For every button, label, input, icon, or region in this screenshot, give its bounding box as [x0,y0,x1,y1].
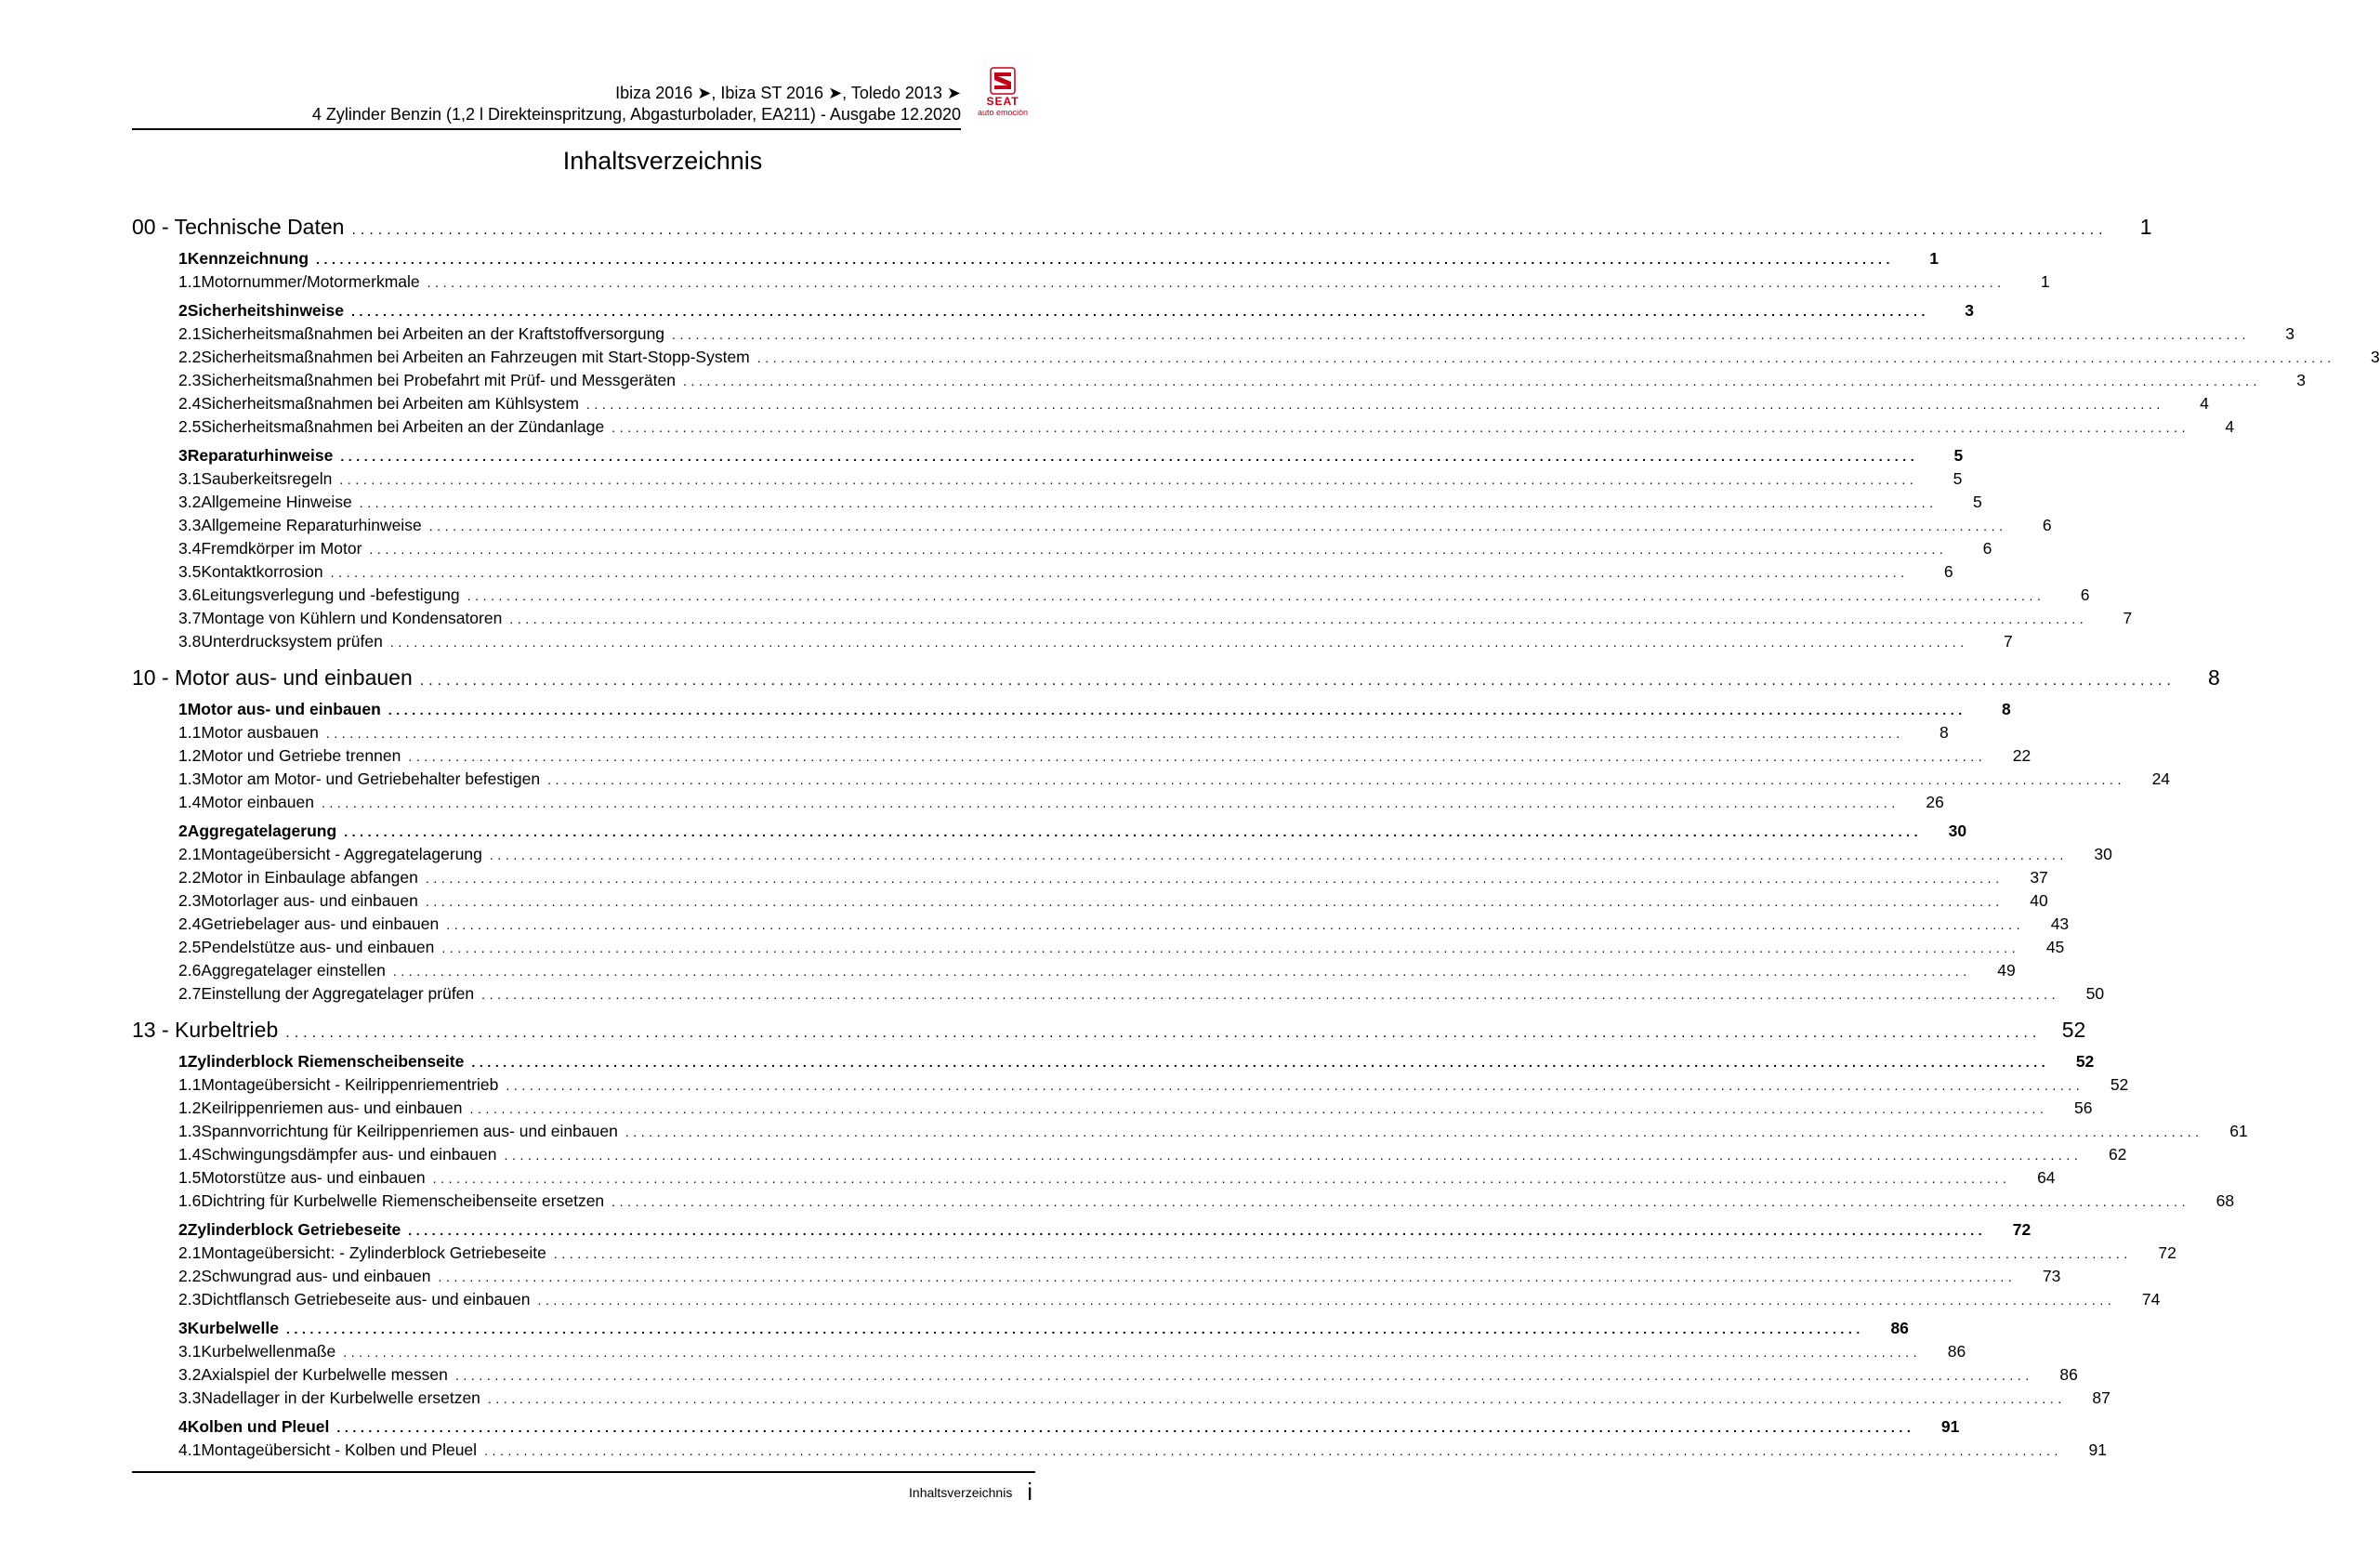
toc-number: 2.1 [178,1243,202,1262]
toc-subsection[interactable] [132,721,1949,744]
toc-page-number: 62 [2108,1145,2127,1164]
toc-page-number: 74 [2141,1290,2161,1309]
toc-number: 1 [178,1052,188,1071]
toc-label: Sauberkeitsregeln [201,469,333,488]
toc-number: 3 [178,446,188,465]
toc-leader-dots: ........................................................................................................................................................................................................ [585,397,2164,412]
header-engine: 4 Zylinder Benzin (1,2 l Direkteinspritzung, Abgasturbolader, EA211) - Ausgabe 12.2020 [311,105,961,124]
toc-label: Kurbelwellenmaße [201,1342,336,1361]
toc-leader-dots: ........................................................................................................................................................................................................ [432,1171,2011,1186]
toc-leader-dots: ........................................................................................................................................................................................................ [487,1391,2066,1406]
toc-page-number: 86 [1890,1319,1909,1337]
toc-page-number: 91 [1940,1417,1960,1436]
toc-page-number: 4 [2225,417,2235,436]
toc-page-number: 7 [2004,632,2013,651]
toc-leader-dots: ........................................................................................................................................................................................................ [471,1055,2050,1070]
toc-label: Fremdkörper im Motor [201,539,362,558]
toc-number: 2.2 [178,868,202,887]
toc-label: Unterdrucksystem prüfen [201,632,383,651]
toc-number: 2.2 [178,1267,202,1285]
footer-label: Inhaltsverzeichnis [909,1485,1013,1500]
toc-label: Sicherheitsmaßnahmen bei Arbeiten an Fahrzeugen mit Start-Stopp-System [201,348,750,366]
toc-subsection[interactable] [132,322,2295,346]
toc-leader-dots: ........................................................................................................................................................................................................ [504,1148,2083,1163]
seat-logo [973,67,1032,117]
toc-subsection[interactable] [132,1363,2078,1387]
toc-number: 1.4 [178,793,202,811]
toc-number: 4.1 [178,1440,202,1459]
toc-leader-dots: ........................................................................................................................................................................................................ [537,1293,2116,1308]
toc-page-number: 3 [2296,371,2306,389]
toc-page-number: 50 [2085,984,2105,1003]
toc-leader-dots: ........................................................................................................................................................................................................ [509,612,2088,626]
toc-leader-dots: ........................................................................................................................................................................................................ [506,1078,2084,1093]
toc-label: Kurbelwelle [187,1319,279,1337]
toc-label: Kolben und Pleuel [187,1417,330,1436]
toc-leader-dots: ........................................................................................................................................................................................................ [351,222,2108,238]
toc-number: 2 [178,1220,188,1239]
toc-leader-dots: ........................................................................................................................................................................................................ [369,542,1948,557]
toc-number: 3.2 [178,1365,202,1384]
toc-subsection[interactable] [132,1073,2129,1097]
toc-page-number: 52 [2110,1075,2129,1094]
toc-label: Einstellung der Aggregatelager prüfen [201,984,475,1003]
toc-leader-dots: ........................................................................................................................................................................................................ [438,1269,2017,1284]
toc-page-number: 49 [1997,961,2016,980]
toc-subsection[interactable] [132,514,2052,537]
toc-label: Motor in Einbaulage abfangen [201,868,418,887]
toc-label: Montageübersicht - Kolben und Pleuel [201,1440,478,1459]
toc-label: Axialspiel der Kurbelwelle messen [201,1365,448,1384]
toc-label: Aggregatelager einstellen [201,961,386,980]
toc-number: 1.3 [178,1122,202,1140]
toc-leader-dots: ........................................................................................................................................................................................................ [325,726,1904,741]
toc-label: Montageübersicht - Keilrippenriementrieb [201,1075,499,1094]
toc-page-number: 86 [1947,1342,1966,1361]
toc-label: Leitungsverlegung und -befestigung [201,585,460,604]
toc-page-number: 91 [2088,1440,2107,1459]
toc-subsection[interactable] [132,744,2032,768]
toc-page-number: 5 [1953,469,1963,488]
toc-leader-dots: ........................................................................................................................................................................................................ [611,1194,2190,1209]
toc-leader-dots: ........................................................................................................................................................................................................ [343,1345,1922,1360]
toc-label: Kennzeichnung [187,249,309,268]
table-of-contents [132,212,2380,1462]
toc-label: Dichtring für Kurbelwelle Riemenscheibenseite ersetzen [201,1191,605,1210]
toc-label: Kontaktkorrosion [201,562,323,581]
toc-number: 1.3 [178,769,202,788]
toc-page-number: 61 [2229,1122,2248,1140]
toc-label: Motor am Motor- und Getriebehalter befestigen [201,769,541,788]
toc-section[interactable] [132,1317,1909,1340]
toc-leader-dots: ........................................................................................................................................................................................................ [408,1223,1987,1238]
toc-subsection[interactable] [132,270,2050,294]
toc-page-number: 5 [1972,493,1982,511]
toc-number: 2.3 [178,1290,202,1309]
toc-number: 1.1 [178,723,202,742]
page-title: Inhaltsverzeichnis [562,147,763,175]
toc-label: Schwingungsdämpfer aus- und einbauen [201,1145,497,1164]
toc-subsection[interactable] [132,415,2235,439]
toc-number: 2.5 [178,938,202,956]
toc-leader-dots: ........................................................................................................................................................................................................ [340,449,1919,464]
toc-leader-dots: ........................................................................................................................................................................................................ [389,635,1968,650]
toc-subsection[interactable] [132,1242,2176,1265]
toc-number: 1.1 [178,272,202,291]
toc-subsection[interactable] [132,369,2306,392]
toc-number: 3.5 [178,562,202,581]
toc-page-number: 8 [2002,700,2011,718]
toc-label: Sicherheitsmaßnahmen bei Probefahrt mit Prüf- und Messgeräten [201,371,676,389]
toc-leader-dots: ........................................................................................................................................................................................................ [285,1025,2042,1041]
toc-page-number: 1 [2040,272,2050,291]
toc-label: Motorstütze aus- und einbauen [201,1168,426,1187]
toc-label: Keilrippenriemen aus- und einbauen [201,1098,463,1117]
toc-number: 3.3 [178,1388,202,1407]
toc-page-number: 24 [2151,769,2171,788]
toc-number: 3.1 [178,1342,202,1361]
toc-label: Schwungrad aus- und einbauen [201,1267,431,1285]
toc-section[interactable] [132,299,1974,322]
toc-leader-dots: ........................................................................................................................................................................................................ [285,1322,1864,1336]
toc-leader-dots: ........................................................................................................................................................................................................ [469,1101,2048,1116]
toc-subsection[interactable] [132,1340,1966,1363]
toc-page-number: 43 [2050,914,2070,933]
toc-leader-dots: ........................................................................................................................................................................................................ [359,495,1938,510]
toc-number: 2.5 [178,417,202,436]
toc-label: Montageübersicht: - Zylinderblock Getriebeseite [201,1243,546,1262]
toc-label: Nadellager in der Kurbelwelle ersetzen [201,1388,480,1407]
toc-number: 1.4 [178,1145,202,1164]
toc-label: Allgemeine Hinweise [201,493,352,511]
toc-subsection[interactable] [132,843,2112,866]
toc-label: Montageübersicht - Aggregatelagerung [201,845,482,863]
toc-page-number: 52 [2075,1052,2095,1071]
toc-leader-dots: ........................................................................................................................................................................................................ [489,848,2068,862]
toc-page-number: 56 [2073,1098,2093,1117]
footer-divider [132,1471,1035,1473]
toc-label: Sicherheitsmaßnahmen bei Arbeiten am Kühlsystem [201,394,579,413]
toc-subsection[interactable] [132,889,2048,913]
toc-subsection[interactable] [132,866,2048,889]
toc-number: 1 [178,700,188,718]
toc-leader-dots: ........................................................................................................................................................................................................ [344,824,1923,839]
toc-page-number: 5 [1953,446,1964,465]
toc-subsection[interactable] [132,1143,2127,1166]
toc-page-number: 68 [2216,1191,2235,1210]
toc-section[interactable] [132,1218,2032,1242]
toc-section[interactable] [132,820,1967,843]
toc-page-number: 4 [2200,394,2209,413]
toc-subsection[interactable] [132,537,1992,560]
toc-leader-dots: ........................................................................................................................................................................................................ [625,1124,2203,1139]
toc-subsection[interactable] [132,1097,2093,1120]
toc-page-number: 52 [2061,1018,2086,1042]
toc-subsection[interactable] [132,1387,2110,1410]
toc-subsection[interactable] [132,1265,2061,1288]
toc-page-number: 8 [2208,665,2220,690]
toc-subsection[interactable] [132,913,2070,936]
toc-label: Motor einbauen [201,793,314,811]
footer-page-number: i [1027,1478,1032,1506]
toc-number: 1.2 [178,746,202,765]
toc-page-number: 45 [2045,938,2065,956]
toc-leader-dots: ........................................................................................................................................................................................................ [419,673,2176,689]
toc-label: Dichtflansch Getriebeseite aus- und einbauen [201,1290,531,1309]
toc-label: Zylinderblock Getriebeseite [187,1220,401,1239]
toc-subsection[interactable] [132,467,1963,491]
toc-label: Pendelstütze aus- und einbauen [201,938,435,956]
toc-label: Spannvorrichtung für Keilrippenriemen aus- und einbauen [201,1122,618,1140]
toc-page-number: 1 [2139,215,2152,239]
toc-leader-dots: ........................................................................................................................................................................................................ [425,871,2004,886]
toc-number: 2.7 [178,984,202,1003]
toc-label: 10 - Motor aus- und einbauen [132,665,413,690]
toc-section[interactable] [132,444,1964,467]
toc-number: 3.2 [178,493,202,511]
toc-leader-dots: ........................................................................................................................................................................................................ [553,1246,2132,1261]
toc-number: 2.1 [178,324,202,343]
toc-page-number: 40 [2030,891,2048,910]
toc-leader-dots: ........................................................................................................................................................................................................ [321,796,1900,810]
toc-number: 3.3 [178,516,202,534]
toc-chapter[interactable] [132,1015,2086,1045]
toc-label: Motornummer/Motormerkmale [201,272,420,291]
toc-subsection[interactable] [132,560,1953,584]
page-footer [909,1478,1032,1506]
toc-leader-dots: ........................................................................................................................................................................................................ [427,275,2005,290]
toc-number: 1.5 [178,1168,202,1187]
toc-number: 1.2 [178,1098,202,1117]
toc-page-number: 22 [2012,746,2032,765]
toc-page-number: 37 [2030,868,2048,887]
toc-number: 3.7 [178,609,202,627]
toc-number: 2.4 [178,914,202,933]
toc-number: 2 [178,822,188,840]
toc-page-number: 6 [2080,585,2090,604]
toc-label: Motor ausbauen [201,723,319,742]
toc-page-number: 8 [1940,723,1949,742]
toc-page-number: 26 [1926,793,1944,811]
toc-page-number: 3 [2285,324,2295,343]
toc-number: 2 [178,301,188,320]
toc-leader-dots: ........................................................................................................................................................................................................ [683,374,2261,388]
toc-label: Motorlager aus- und einbauen [201,891,418,910]
toc-leader-dots: ........................................................................................................................................................................................................ [756,350,2335,365]
toc-leader-dots: ........................................................................................................................................................................................................ [611,420,2190,435]
toc-subsection[interactable] [132,630,2013,653]
toc-leader-dots: ........................................................................................................................................................................................................ [672,327,2250,342]
toc-chapter[interactable] [132,663,2220,692]
toc-page-number: 72 [2012,1220,2032,1239]
toc-leader-dots: ........................................................................................................................................................................................................ [339,472,1918,487]
toc-page-number: 6 [2042,516,2052,534]
toc-number: 3.1 [178,469,202,488]
toc-leader-dots: ........................................................................................................................................................................................................ [336,1420,1915,1435]
toc-section[interactable] [132,247,1939,270]
toc-number: 3.4 [178,539,202,558]
toc-section[interactable] [132,1415,1960,1439]
toc-leader-dots: ........................................................................................................................................................................................................ [547,772,2126,787]
toc-subsection[interactable] [132,982,2105,1006]
toc-page-number: 3 [1965,301,1974,320]
toc-subsection[interactable] [132,1439,2107,1462]
toc-subsection[interactable] [132,959,2016,982]
toc-number: 3 [178,1319,188,1337]
toc-page-number: 73 [2042,1267,2061,1285]
toc-section[interactable] [132,1050,2095,1073]
toc-label: Sicherheitsmaßnahmen bei Arbeiten an der Zündanlage [201,417,605,436]
page-header [132,82,961,130]
toc-number: 2.6 [178,961,202,980]
toc-label: Sicherheitshinweise [187,301,344,320]
toc-subsection[interactable] [132,491,1982,514]
toc-leader-dots: ........................................................................................................................................................................................................ [484,1443,2062,1458]
toc-page-number: 3 [2370,348,2380,366]
toc-label: Sicherheitsmaßnahmen bei Arbeiten an der Kraftstoffversorgung [201,324,665,343]
toc-leader-dots: ........................................................................................................................................................................................................ [330,565,1909,580]
toc-number: 2.2 [178,348,202,366]
toc-leader-dots: ........................................................................................................................................................................................................ [425,894,2004,909]
toc-leader-dots: ........................................................................................................................................................................................................ [428,519,2007,533]
toc-subsection[interactable] [132,936,2065,959]
toc-leader-dots: ........................................................................................................................................................................................................ [408,749,1987,764]
toc-subsection[interactable] [132,1190,2235,1213]
toc-page-number: 64 [2037,1168,2056,1187]
toc-number: 2.3 [178,891,202,910]
toc-subsection[interactable] [132,607,2133,630]
toc-leader-dots: ........................................................................................................................................................................................................ [454,1368,2033,1383]
toc-leader-dots: ........................................................................................................................................................................................................ [392,964,1971,979]
toc-section[interactable] [132,698,2011,721]
toc-subsection[interactable] [132,392,2209,415]
toc-subsection[interactable] [132,1166,2056,1190]
toc-number: 2.4 [178,394,202,413]
toc-leader-dots: ........................................................................................................................................................................................................ [441,940,2020,955]
logo-brand: SEAT [986,95,1019,108]
toc-label: 00 - Technische Daten [132,215,345,239]
toc-leader-dots: ........................................................................................................................................................................................................ [388,703,1966,717]
toc-label: Motor und Getriebe trennen [201,746,401,765]
toc-number: 4 [178,1417,188,1436]
toc-number: 3.8 [178,632,202,651]
toc-page-number: 6 [1943,562,1953,581]
toc-number: 2.1 [178,845,202,863]
toc-label: 13 - Kurbeltrieb [132,1018,279,1042]
toc-leader-dots: ........................................................................................................................................................................................................ [351,304,1929,319]
toc-subsection[interactable] [132,1288,2161,1311]
toc-page-number: 30 [2094,845,2112,863]
header-models: Ibiza 2016 ➤, Ibiza ST 2016 ➤, Toledo 2013 ➤ [615,84,961,102]
toc-leader-dots: ........................................................................................................................................................................................................ [467,588,2045,603]
toc-number: 1.1 [178,1075,202,1094]
toc-label: Zylinderblock Riemenscheibenseite [187,1052,465,1071]
toc-label: Reparaturhinweise [187,446,334,465]
toc-subsection[interactable] [132,1120,2248,1143]
toc-leader-dots: ........................................................................................................................................................................................................ [446,917,2025,932]
toc-label: Motor aus- und einbauen [187,700,381,718]
toc-subsection[interactable] [132,584,2090,607]
toc-page-number: 87 [2092,1388,2110,1407]
toc-label: Montage von Kühlern und Kondensatoren [201,609,503,627]
toc-label: Getriebelager aus- und einbauen [201,914,440,933]
toc-page-number: 30 [1948,822,1967,840]
toc-number: 1.6 [178,1191,202,1210]
toc-leader-dots: ........................................................................................................................................................................................................ [316,252,1894,267]
toc-chapter[interactable] [132,212,2152,242]
toc-subsection[interactable] [132,768,2171,791]
toc-number: 1 [178,249,188,268]
toc-leader-dots: ........................................................................................................................................................................................................ [481,987,2060,1002]
toc-number: 3.6 [178,585,202,604]
toc-label: Aggregatelagerung [187,822,337,840]
toc-subsection[interactable] [132,346,2380,369]
toc-page-number: 86 [2059,1365,2078,1384]
toc-page-number: 1 [1929,249,1939,268]
toc-page-number: 7 [2123,609,2133,627]
toc-page-number: 6 [1982,539,1992,558]
toc-label: Allgemeine Reparaturhinweise [201,516,422,534]
seat-logo-icon [973,67,1032,95]
logo-tagline: auto emoción [977,108,1029,117]
toc-page-number: 72 [2158,1243,2176,1262]
toc-number: 2.3 [178,371,202,389]
toc-subsection[interactable] [132,791,1944,814]
